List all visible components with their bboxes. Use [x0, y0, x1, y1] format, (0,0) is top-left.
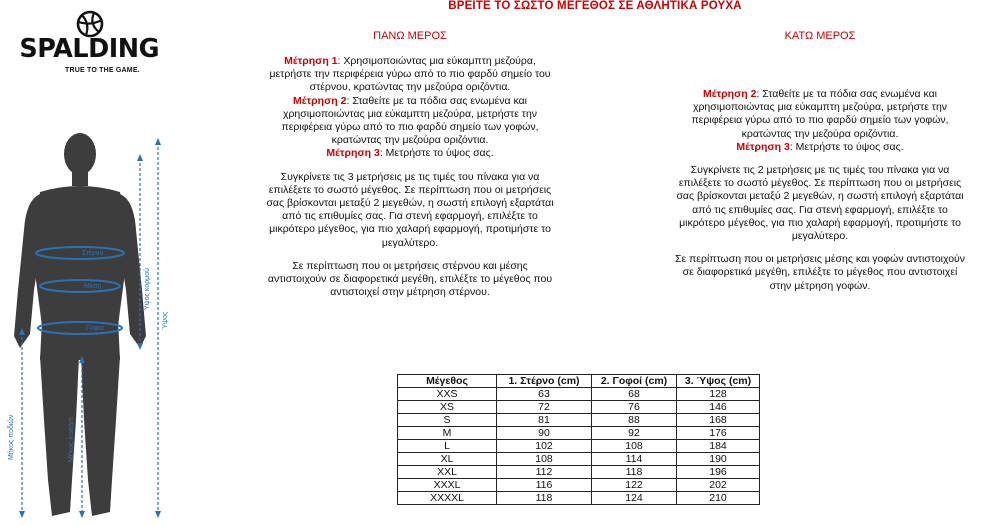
- cell-size: XL: [398, 453, 497, 466]
- cell-hips: 118: [592, 466, 677, 479]
- cell-height: 128: [677, 388, 760, 401]
- chest-label: Στέρνο: [82, 250, 104, 257]
- lower-section-heading: ΚΑΤΩ ΜΕΡΟΣ: [784, 30, 856, 42]
- brand-tagline: TRUE TO THE GAME.: [65, 67, 140, 74]
- cell-height: 202: [677, 479, 760, 492]
- brand-logo: SPALDING: [19, 34, 160, 64]
- lower-section-text: Μέτρηση 2: Σταθείτε με τα πόδια σας ενωμένα και χρησιμοποιώντας μια εύκαμπτη μεζούρα, μετρήστε την περιφέρεια γύρω από το πιο φαρδύ σημείο των γοφών, κρατώντας την μεζούρα οριζόντια. Μέτρηση 3: Μετρήστε το ύψος σας. Συγκρίνετε τις 2 μετρήσεις με τις τιμές του πίνακα για να επιλέξετε το σωστό μέγεθος. Σε περίπτωση που οι μετρήσεις σας βρίσκονται μεταξύ 2 μεγεθών, η σωστή επιλογή εξαρτάται από τις επιθυμίες σας. Για στενή εφαρμογή, επιλέξτε το μικρότερο μέγεθος, για πιο χαλαρή εφαρμογή, προτιμήστε το μεγαλύτερο. Σε περίπτωση που οι μετρήσεις μέσης και γοφών αντιστοιχούν σε διαφορετικά μεγέθη, επιλέξτε το μέγεθος που αντιστοιχεί στην μέτρηση γοφών.: [674, 88, 966, 292]
- cell-size: XXXXL: [398, 492, 497, 505]
- upper-section-text: Μέτρηση 1: Χρησιμοποιώντας μια εύκαμπτη μεζούρα, μετρήστε την περιφέρεια γύρω από το πιο φαρδύ σημείο του στέρνου, κρατώντας την μεζούρα οριζόντια. Μέτρηση 2: Σταθείτε με τα πόδια σας ενωμένα και χρησιμοποιώντας μια εύκαμπτη μεζούρα, μετρήστε την περιφέρεια γύρω από το πιο φαρδύ σημείο των γοφών, κρατώντας την μεζούρα οριζόντια. Μέτρηση 3: Μετρήστε το ύψος σας. Συγκρίνετε τις 3 μετρήσεις με τις τιμές του πίνακα για να επιλέξετε το σωστό μέγεθος. Σε περίπτωση που οι μετρήσεις σας βρίσκονται μεταξύ 2 μεγεθών, η σωστή επιλογή εξαρτάται από τις επιθυμίες σας. Για στενή εφαρμογή, επιλέξτε το μικρότερο μέγεθος, για πιο χαλαρή εφαρμογή, προτιμήστε το μεγαλύτερο. Σε περίπτωση που οι μετρήσεις στέρνου και μέσης αντιστοιχούν σε διαφορετικά μεγέθη, επιλέξτε το μέγεθος που αντιστοιχεί στην μέτρηση στέρνου.: [266, 55, 554, 299]
- page-title: ΒΡΕΙΤΕ ΤΟ ΣΩΣΤΟ ΜΕΓΕΘΟΣ ΣΕ ΑΘΛΗΤΙΚΑ ΡΟΥΧΑ: [448, 0, 742, 12]
- table-row: [398, 440, 760, 453]
- table-row: [398, 401, 760, 414]
- header-height: 3. Ύψος (cm): [677, 375, 760, 388]
- table-header-row: [398, 375, 760, 388]
- cell-size: XXS: [398, 388, 497, 401]
- size-table: [397, 374, 760, 505]
- header-size: Μέγεθος: [398, 375, 497, 388]
- cell-hips: 124: [592, 492, 677, 505]
- cell-size: S: [398, 414, 497, 427]
- header-hips: 2. Γοφοί (cm): [592, 375, 677, 388]
- cell-hips: 108: [592, 440, 677, 453]
- table-row: [398, 388, 760, 401]
- cell-chest: 81: [497, 414, 592, 427]
- cell-hips: 68: [592, 388, 677, 401]
- cell-hips: 88: [592, 414, 677, 427]
- cell-chest: 63: [497, 388, 592, 401]
- cell-size: XXXL: [398, 479, 497, 492]
- cell-chest: 102: [497, 440, 592, 453]
- cell-height: 190: [677, 453, 760, 466]
- waist-label: Μέση: [84, 283, 102, 290]
- hips-label: Γοφοί: [86, 325, 104, 332]
- cell-size: XXL: [398, 466, 497, 479]
- cell-size: XS: [398, 401, 497, 414]
- cell-chest: 72: [497, 401, 592, 414]
- cell-hips: 92: [592, 427, 677, 440]
- cell-height: 168: [677, 414, 760, 427]
- cell-chest: 116: [497, 479, 592, 492]
- table-row: [398, 492, 760, 505]
- table-row: [398, 479, 760, 492]
- cell-chest: 112: [497, 466, 592, 479]
- upper-section-heading: ΠΑΝΩ ΜΕΡΟΣ: [373, 30, 447, 42]
- table-row: [398, 453, 760, 466]
- cell-chest: 108: [497, 453, 592, 466]
- cell-height: 210: [677, 492, 760, 505]
- table-row: [398, 466, 760, 479]
- cell-size: L: [398, 440, 497, 453]
- cell-height: 176: [677, 427, 760, 440]
- cell-size: M: [398, 427, 497, 440]
- cell-height: 196: [677, 466, 760, 479]
- height-label: Ύψος: [162, 311, 169, 330]
- cell-hips: 114: [592, 453, 677, 466]
- inseam-label: Μήκος inseam: [68, 417, 75, 462]
- table-row: [398, 427, 760, 440]
- table-row: [398, 414, 760, 427]
- cell-hips: 122: [592, 479, 677, 492]
- torso-length-label: Υψος κορμού: [144, 268, 151, 310]
- header-chest: 1. Στέρνο (cm): [497, 375, 592, 388]
- cell-chest: 90: [497, 427, 592, 440]
- cell-chest: 118: [497, 492, 592, 505]
- cell-height: 184: [677, 440, 760, 453]
- cell-hips: 76: [592, 401, 677, 414]
- leg-length-label: Μήκος ποδιών: [8, 414, 15, 460]
- cell-height: 146: [677, 401, 760, 414]
